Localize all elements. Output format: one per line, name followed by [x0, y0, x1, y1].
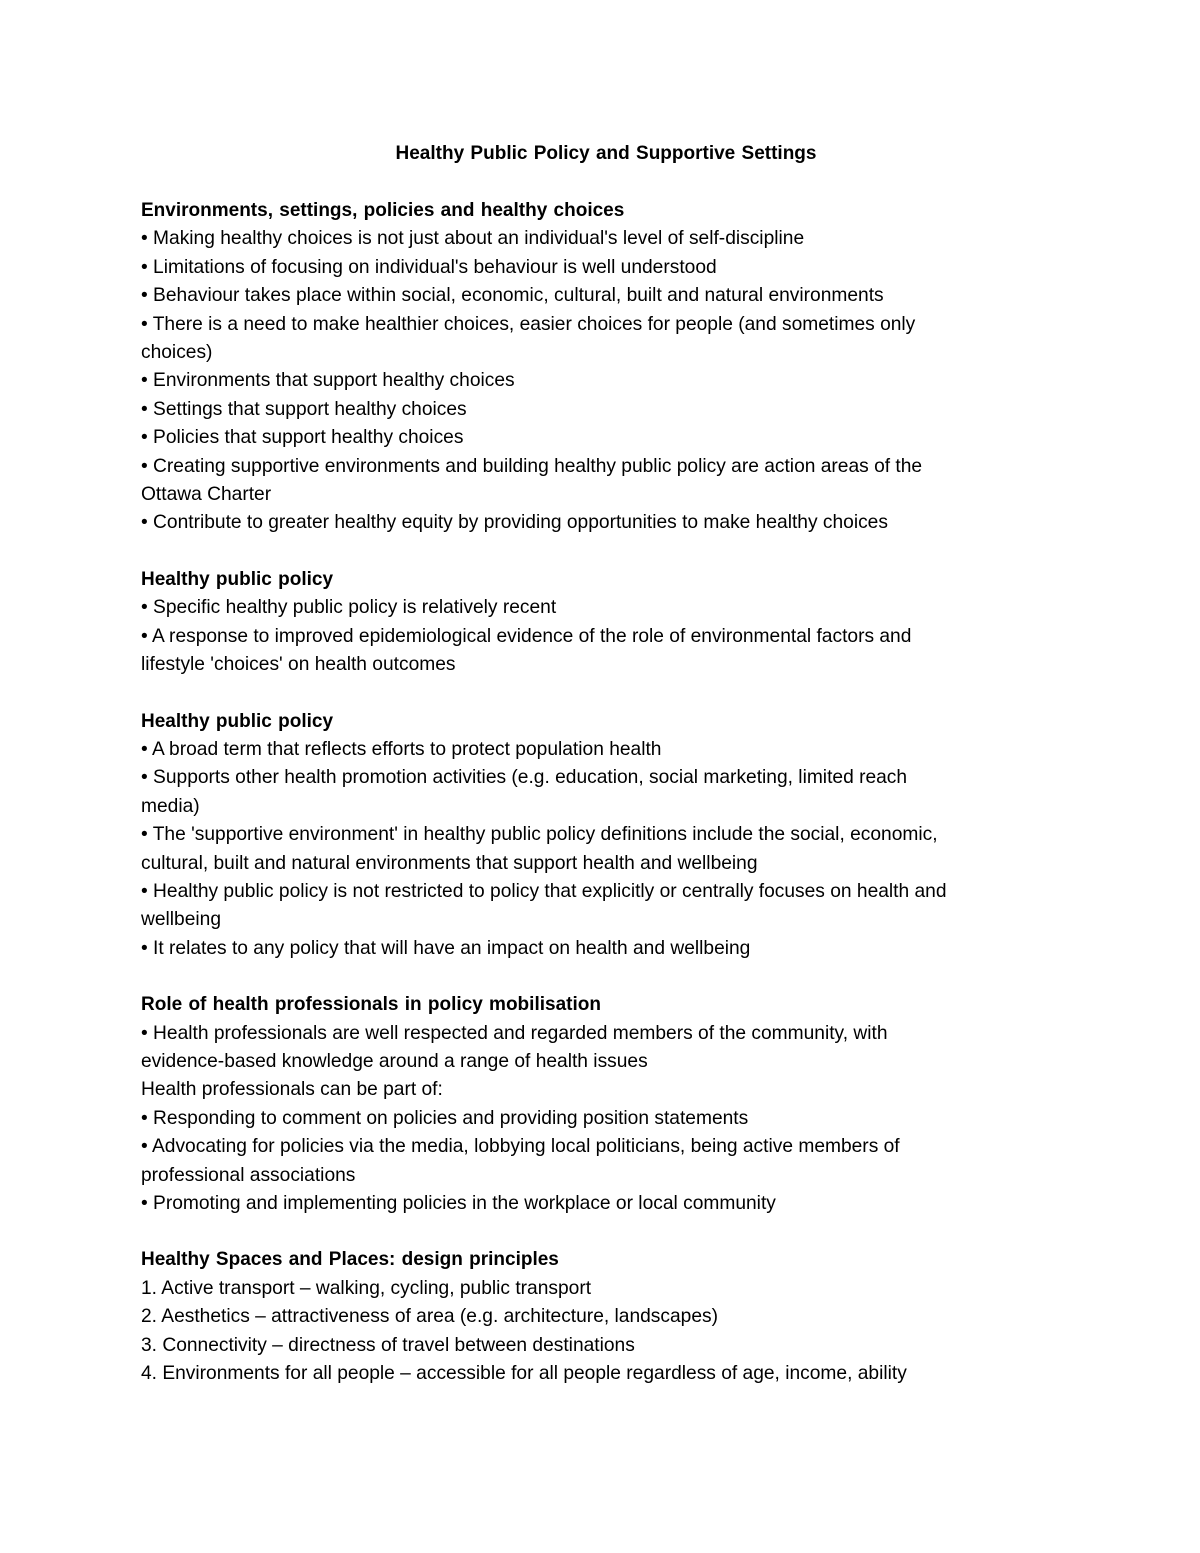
text-line: • Making healthy choices is not just about an individual's level of self-discipline — [141, 228, 805, 250]
text-line: choices) — [141, 342, 213, 364]
text-line: cultural, built and natural environments that support health and wellbeing — [141, 852, 758, 874]
text-line: • A response to improved epidemiological evidence of the role of environmental factors and — [141, 625, 912, 647]
section-health-professionals — [141, 991, 1071, 1218]
section-design-principles — [141, 1246, 1071, 1388]
text-line: wellbeing — [141, 909, 222, 931]
section-environments — [141, 197, 1071, 538]
text-line: media) — [141, 795, 200, 817]
section-heading: Healthy Spaces and Places: design principles — [141, 1249, 559, 1271]
section-heading: Role of health professionals in policy mobilisation — [141, 994, 601, 1016]
text-line: • Health professionals are well respected and regarded members of the community, with — [141, 1022, 888, 1044]
text-line: • Contribute to greater healthy equity by providing opportunities to make healthy choices — [141, 512, 888, 534]
text-line: • Policies that support healthy choices — [141, 427, 464, 449]
text-line: • Environments that support healthy choices — [141, 370, 515, 392]
text-line: • Settings that support healthy choices — [141, 398, 467, 420]
numbered-item: 3. Connectivity – directness of travel between destinations — [141, 1334, 635, 1356]
text-line: Health professionals can be part of: — [141, 1079, 443, 1101]
numbered-item: 4. Environments for all people – accessible for all people regardless of age, income, ability — [141, 1363, 907, 1385]
text-line: professional associations — [141, 1164, 356, 1186]
page-title: Healthy Public Policy and Supportive Settings — [395, 143, 817, 164]
text-line: • Specific healthy public policy is relatively recent — [141, 597, 557, 619]
text-line: • Behaviour takes place within social, economic, cultural, built and natural environments — [141, 285, 884, 307]
text-line: • Promoting and implementing policies in the workplace or local community — [141, 1193, 776, 1214]
text-line: • Responding to comment on policies and providing position statements — [141, 1107, 749, 1129]
section-heading: Healthy public policy — [141, 568, 334, 590]
text-line: evidence-based knowledge around a range of health issues — [141, 1050, 648, 1072]
section-heading: Environments, settings, policies and healthy choices — [141, 200, 625, 221]
text-line: • There is a need to make healthier choices, easier choices for people (and sometimes only — [141, 313, 916, 335]
numbered-item: 2. Aesthetics – attractiveness of area (e.g. architecture, landscapes) — [141, 1306, 718, 1328]
document-page — [141, 140, 1071, 1416]
text-line: • Limitations of focusing on individual's behaviour is well understood — [141, 256, 717, 278]
numbered-item: 1. Active transport – walking, cycling, public transport — [141, 1277, 592, 1299]
text-line: Ottawa Charter — [141, 484, 272, 506]
text-line: • Supports other health promotion activities (e.g. education, social marketing, limited reach — [141, 767, 908, 789]
text-line: • Healthy public policy is not restricted to policy that explicitly or centrally focuses on health and — [141, 880, 947, 902]
section-heading: Healthy public policy — [141, 710, 334, 732]
text-line: • Advocating for policies via the media, lobbying local politicians, being active members of — [141, 1136, 900, 1158]
text-line: lifestyle 'choices' on health outcomes — [141, 654, 456, 676]
text-line: • Creating supportive environments and building healthy public policy are action areas of the — [141, 455, 923, 477]
text-line: • A broad term that reflects efforts to protect population health — [141, 738, 662, 760]
section-healthy-public-policy-2 — [141, 708, 1071, 964]
section-healthy-public-policy-1 — [141, 566, 1071, 680]
text-line: • It relates to any policy that will have an impact on health and wellbeing — [141, 937, 751, 959]
text-line: • The 'supportive environment' in healthy public policy definitions include the social, economic, — [141, 824, 938, 846]
